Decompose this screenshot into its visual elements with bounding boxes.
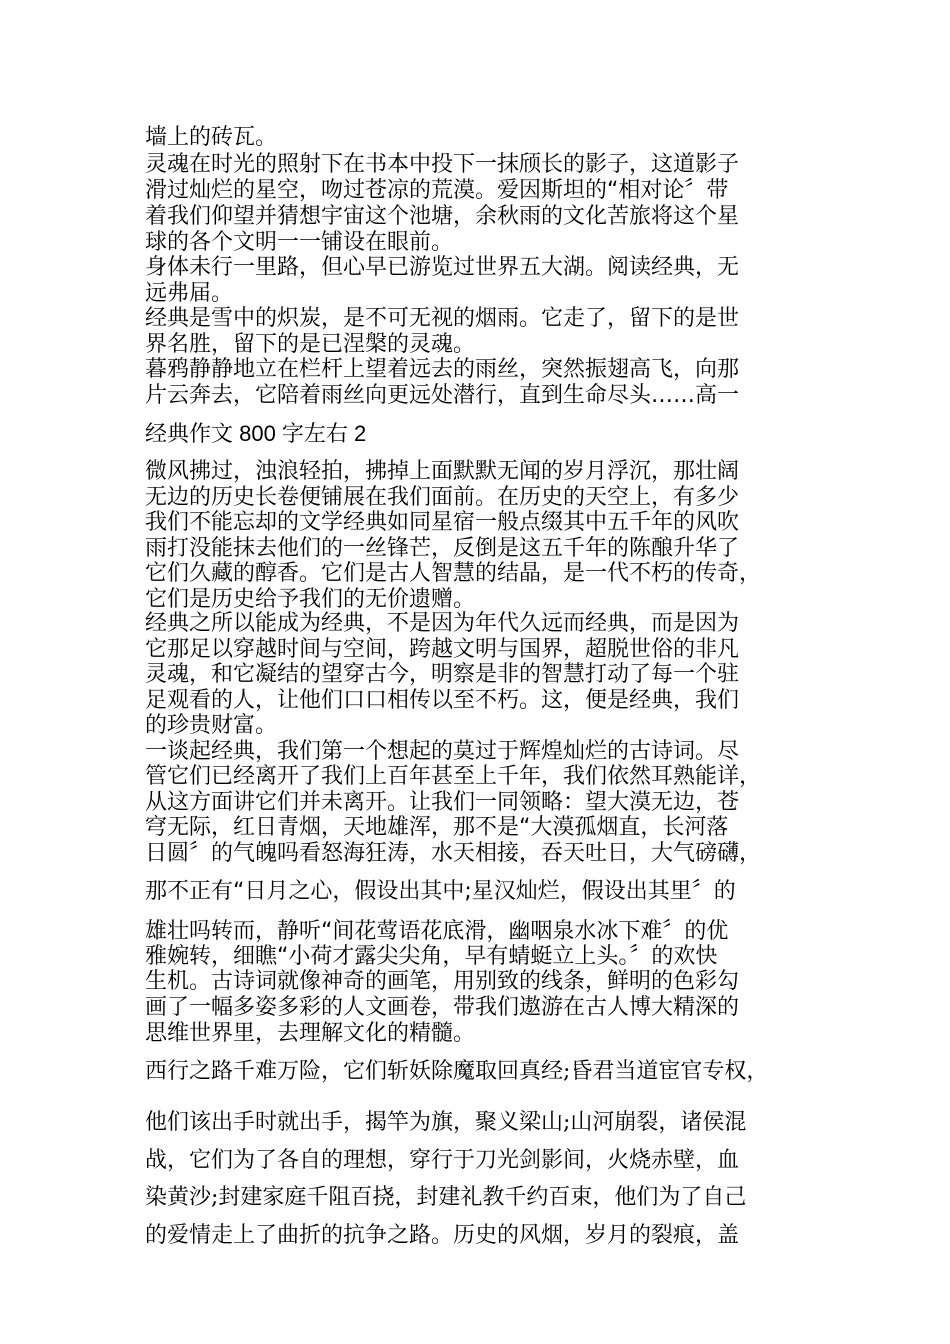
text-line: 从这方面讲它们并未离开。让我们一同领略：望大漠无边，苍 — [145, 790, 740, 815]
text-line: 日圆〞的气魄吗看怒海狂涛，水天相接，吞天吐日，大气磅礴， — [145, 841, 762, 866]
text-line: 西行之路千难万险，它们斩妖除魔取回真经;昏君当道宦官专权， — [145, 1059, 769, 1084]
text-line: 的爱情走上了曲折的抗争之路。历史的风烟，岁月的裂痕，盖 — [145, 1223, 740, 1248]
text-line: 墙上的砖瓦。 — [145, 125, 278, 150]
text-line: 微风拂过，浊浪轻拍，拂掉上面默默无闻的岁月浮沉，那壮阔 — [145, 459, 740, 484]
text-line: 穹无际，红日青烟，天地雄浑，那不是“大漠孤烟直，长河落 — [145, 815, 729, 840]
text-line: 管它们已经离开了我们上百年甚至上千年，我们依然耳熟能详， — [145, 764, 762, 789]
text-line: 他们该出手时就出手，揭竿为旗，聚义梁山;山河崩裂，诸侯混 — [145, 1110, 747, 1135]
text-line: 灵魂，和它凝结的望穿古今，明察是非的智慧打动了每一个驻 — [145, 662, 740, 687]
text-line: 远弗届。 — [145, 281, 234, 306]
text-line: 战，它们为了各自的理想，穿行于刀光剑影间，火烧赤壁，血 — [145, 1148, 740, 1173]
text-line: 足观看的人，让他们口口相传以至不朽。这，便是经典，我们 — [145, 688, 740, 713]
text-line: 经典是雪中的炽炭，是不可无视的烟雨。它走了，留下的是世 — [145, 306, 740, 331]
text-line: 滑过灿烂的星空，吻过苍凉的荒漠。爱因斯坦的“相对论〞带 — [145, 178, 729, 203]
text-line: 球的各个文明一一铺设在眼前。 — [145, 230, 454, 255]
text-line: 思维世界里，去理解文化的精髓。 — [145, 1021, 476, 1046]
text-line: 雨打没能抹去他们的一丝锋芒，反倒是这五千年的陈酿升华了 — [145, 536, 740, 561]
text-line: 我们不能忘却的文学经典如同星宿一般点缀其中五千年的风吹 — [145, 510, 740, 535]
text-line: 无边的历史长卷便铺展在我们面前。在历史的天空上，有多少 — [145, 485, 740, 510]
text-line: 生机。古诗词就像神奇的画笔，用别致的线条，鲜明的色彩勾 — [145, 969, 740, 994]
text-line: 身体未行一里路，但心早已游览过世界五大湖。阅读经典，无 — [145, 255, 740, 280]
text-line: 雄壮吗转而，静听“间花莺语花底滑，幽咽泉水冰下难〞的优 — [145, 919, 729, 944]
text-line: 一谈起经典，我们第一个想起的莫过于辉煌灿烂的古诗词。尽 — [145, 739, 740, 764]
text-line: 它们是历史给予我们的无价遗赠。 — [145, 587, 476, 612]
text-line: 雅婉转，细瞧“小荷才露尖尖角，早有蜻蜓立上头。〞的欢快 — [145, 944, 718, 969]
text-line: 界名胜，留下的是已涅槃的灵魂。 — [145, 332, 476, 357]
text-line: 着我们仰望并猜想宇宙这个池塘，余秋雨的文化苦旅将这个星 — [145, 204, 740, 229]
text-line: 画了一幅多姿多彩的人文画卷，带我们遨游在古人博大精深的 — [145, 995, 740, 1020]
text-line: 暮鸦静静地立在栏杆上望着远去的雨丝，突然振翅高飞，向那 — [145, 357, 740, 382]
text-line: 那不正有“日月之心，假设出其中;星汉灿烂，假设出其里〞的 — [145, 879, 736, 904]
text-line: 经典之所以能成为经典，不是因为年代久远而经典，而是因为 — [145, 611, 740, 636]
text-line: 它们久藏的醇香。它们是古人智慧的结晶，是一代不朽的传奇， — [145, 561, 762, 586]
text-line: 染黄沙;封建家庭千阻百挠，封建礼教千约百束，他们为了自己 — [145, 1185, 747, 1210]
text-line: 灵魂在时光的照射下在书本中投下一抹颀长的影子，这道影子 — [145, 152, 740, 177]
text-line: 片云奔去，它陪着雨丝向更远处潜行，直到生命尽头……高一 — [145, 383, 740, 408]
text-line: 的珍贵财富。 — [145, 713, 278, 738]
text-line: 它那足以穿越时间与空间，跨越文明与国界，超脱世俗的非凡 — [145, 637, 740, 662]
section-heading: 经典作文 800 字左右 2 — [145, 421, 367, 446]
